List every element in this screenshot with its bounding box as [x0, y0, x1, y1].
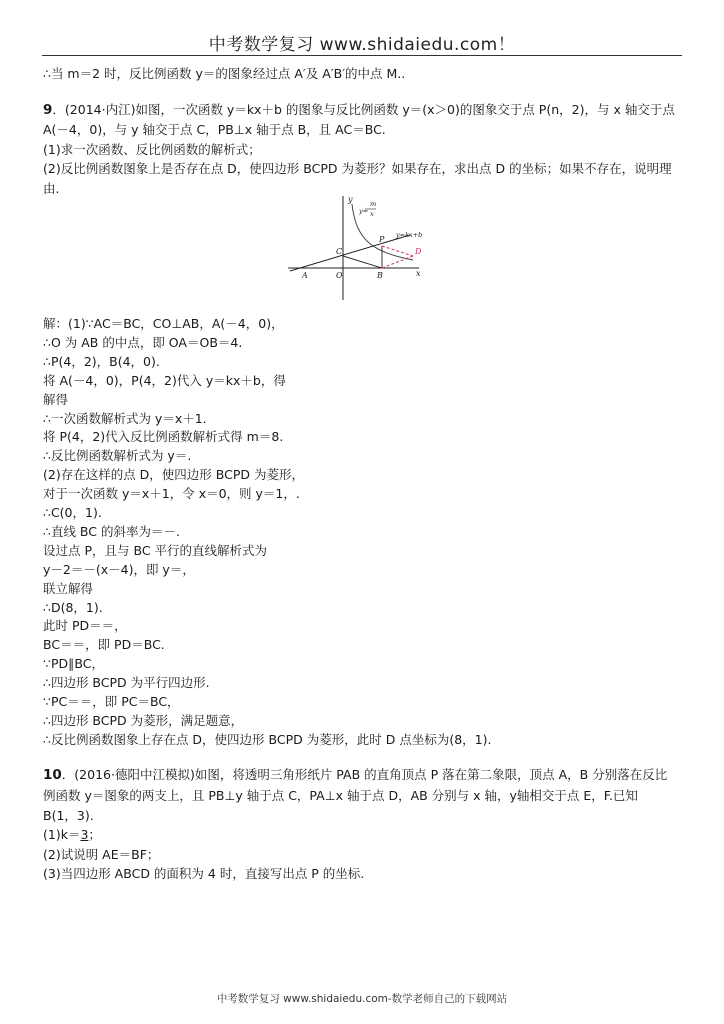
- header-divider: [42, 55, 682, 56]
- solution-line: ∴O 为 AB 的中点，即 OA＝OB＝4.: [43, 334, 243, 350]
- q10-part1-answer: 3: [80, 827, 89, 842]
- solution-line: (2)存在这样的点 D，使四边形 BCPD 为菱形，: [43, 467, 304, 483]
- fig-label-A: A: [302, 271, 308, 280]
- page-footer: 中考数学复习 www.shidaiedu.com-数学老师自己的下载网站: [216, 993, 508, 1005]
- solution-line: ∴四边形 BCPD 为平行四边形.: [43, 675, 210, 691]
- solution-line: ∴D(8，1).: [43, 599, 103, 615]
- q10-text-1: ．(2016·德阳中江模拟)如图，将透明三角形纸片 PAB 的直角顶点 P 落在第二象限，顶点 A，B 分别落在反比: [61, 767, 668, 782]
- solution-line: y－2＝－(x－4)，即 y＝，: [43, 561, 195, 577]
- q10-line-4: [43, 829, 101, 842]
- solution-line: ∴反比例函数解析式为 y＝.: [43, 448, 192, 464]
- segment-PD: [382, 246, 413, 256]
- q10-line-3: B(1，3).: [43, 808, 94, 823]
- segment-BD: [382, 256, 413, 268]
- fig-label-O: O: [336, 271, 343, 280]
- solution-line: ∴四边形 BCPD 为菱形，满足题意，: [43, 712, 244, 728]
- fig-label-yeq: y=: [359, 207, 369, 215]
- solution-line: ∴一次函数解析式为 y＝x＋1.: [43, 410, 207, 426]
- q9-line-2: A(－4，0)，与 y 轴交于点 C，PB⊥x 轴于点 B，且 AC＝BC.: [43, 122, 386, 137]
- q10-part1-suffix: ；: [88, 827, 101, 842]
- solution-line: ∵PC＝＝，即 PC＝BC，: [43, 694, 180, 709]
- solution-line: 将 P(4，2)代入反比例函数解析式得 m＝8.: [43, 429, 284, 445]
- solution-line: ∴C(0，1).: [43, 505, 102, 520]
- solution-line: 将 A(－4，0)，P(4，2)代入 y＝kx＋b，得: [43, 372, 286, 388]
- fig-label-B: B: [377, 271, 383, 280]
- fig-label-y: y: [348, 195, 353, 204]
- segment-BC: [343, 256, 382, 268]
- solution-line: ∴P(4，2)，B(4，0).: [43, 353, 160, 369]
- q9-figure: [286, 192, 426, 302]
- solution-line: 此时 PD＝＝，: [43, 618, 127, 634]
- solution-line: 对于一次函数 y＝x＋1，令 x＝0，则 y＝1，.: [43, 486, 300, 502]
- line-kx-plus-b: [290, 235, 410, 271]
- fig-label-xden: x: [370, 210, 374, 218]
- q9-text-1: ．(2014·内江)如图，一次函数 y＝kx＋b 的图象与反比例函数 y＝(x＞0)的图象交于点 P(n，2)，与 x 轴交于点: [52, 102, 675, 117]
- q10-number: 10: [43, 767, 62, 783]
- solution-line: 设过点 P，且与 BC 平行的直线解析式为: [43, 542, 268, 558]
- q10-part1-prefix: (1)k＝: [43, 827, 81, 842]
- intro-line: ∴当 m＝2 时，反比例函数 y＝的图象经过点 A′及 A′B′的中点 M..: [43, 66, 406, 81]
- q9-number: 9: [43, 102, 53, 118]
- solution-line: ∴直线 BC 的斜率为＝－.: [43, 523, 180, 539]
- q10-line-6: (3)当四边形 ABCD 的面积为 4 时，直接写出点 P 的坐标.: [43, 866, 365, 881]
- fig-label-C: C: [336, 247, 343, 256]
- q9-line-5: 由.: [43, 181, 60, 196]
- q10-line-1: [43, 769, 667, 783]
- solution-line: 联立解得: [43, 580, 94, 596]
- page-header-title: 中考数学复习 www.shidaiedu.com！: [208, 35, 516, 55]
- solution-line: ∴反比例函数图象上存在点 D，使四边形 BCPD 为菱形，此时 D 点坐标为(8，1).: [43, 731, 492, 747]
- q9-line-4: (2)反比例函数图象上是否存在点 D，使四边形 BCPD 为菱形？如果存在，求出点 D 的坐标；如果不存在，说明理: [43, 161, 672, 176]
- fig-label-P: P: [379, 235, 385, 244]
- fig-label-x: x: [416, 269, 421, 278]
- solution-line: ∵PD∥BC，: [43, 656, 104, 672]
- fig-label-line: y=kx+b: [396, 231, 423, 239]
- q10-line-5: (2)试说明 AE＝BF；: [43, 847, 160, 862]
- solution-line: 解：(1)∵AC＝BC，CO⊥AB，A(－4，0)，: [43, 316, 284, 331]
- q9-line-1: [43, 104, 675, 118]
- solution-line: BC＝＝，即 PD＝BC.: [43, 637, 165, 653]
- q9-line-3: (1)求一次函数、反比例函数的解析式；: [43, 142, 261, 157]
- solution-line: 解得: [43, 391, 69, 407]
- fig-label-m: m: [370, 200, 377, 208]
- q10-line-2: 例函数 y＝图象的两支上，且 PB⊥y 轴于点 C，PA⊥x 轴于点 D，AB 分别与 x 轴，y轴相交于点 E，F.已知: [43, 788, 638, 803]
- fig-label-D: D: [415, 247, 422, 256]
